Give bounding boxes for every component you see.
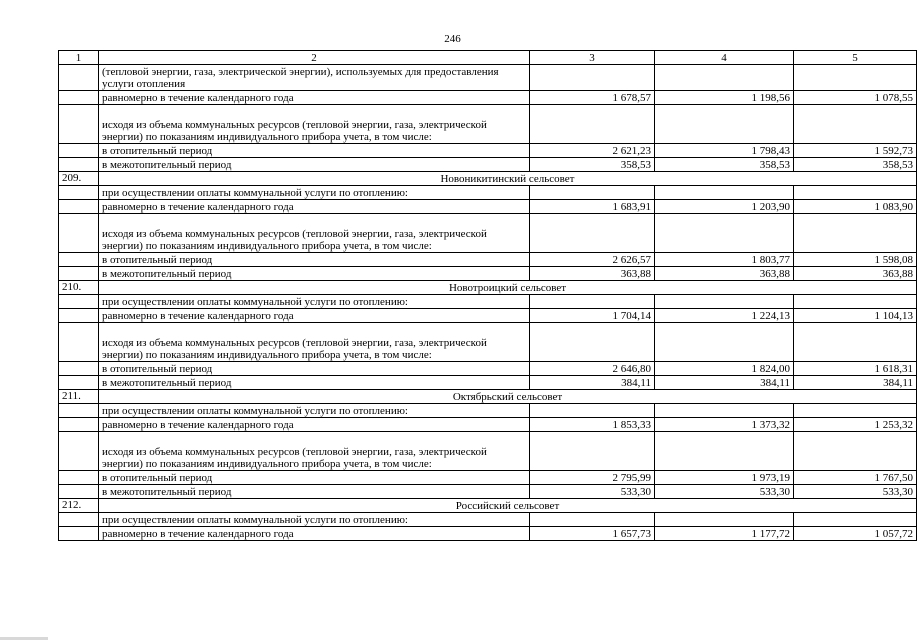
row-description: при осуществлении оплаты коммунальной услуги по отоплению: [99, 404, 530, 418]
value-col-5: 384,11 [794, 376, 917, 390]
table-row [59, 253, 917, 267]
value-col-3 [530, 323, 655, 362]
row-index-cell [59, 323, 99, 362]
value-col-3: 384,11 [530, 376, 655, 390]
row-index-cell [59, 158, 99, 172]
row-index-cell [59, 404, 99, 418]
value-col-5 [794, 513, 917, 527]
value-col-5: 1 598,08 [794, 253, 917, 267]
row-index-cell [59, 105, 99, 144]
value-col-3: 1 853,33 [530, 418, 655, 432]
row-description: исходя из объема коммунальных ресурсов (тепловой энергии, газа, электрической энергии) по показаниям индивидуального прибора учета, в том числе: [99, 323, 530, 362]
value-col-5: 1 083,90 [794, 200, 917, 214]
value-col-5: 1 057,72 [794, 527, 917, 541]
value-col-3: 2 626,57 [530, 253, 655, 267]
row-description: в отопительный период [99, 471, 530, 485]
value-col-3: 1 657,73 [530, 527, 655, 541]
value-col-3: 1 704,14 [530, 309, 655, 323]
row-description: в отопительный период [99, 144, 530, 158]
value-col-5 [794, 432, 917, 471]
table-row [59, 418, 917, 432]
value-col-4 [655, 323, 794, 362]
row-index-cell [59, 200, 99, 214]
row-description: в межотопительный период [99, 267, 530, 281]
row-index-cell [59, 309, 99, 323]
value-col-5 [794, 105, 917, 144]
value-col-3: 2 646,80 [530, 362, 655, 376]
value-col-5 [794, 404, 917, 418]
table-row [59, 527, 917, 541]
table-row [59, 105, 917, 144]
header-cell-4: 4 [655, 51, 794, 65]
value-col-3 [530, 186, 655, 200]
value-col-3 [530, 404, 655, 418]
table-row [59, 323, 917, 362]
row-description: исходя из объема коммунальных ресурсов (тепловой энергии, газа, электрической энергии) по показаниям индивидуального прибора учета, в том числе: [99, 432, 530, 471]
value-col-4: 1 203,90 [655, 200, 794, 214]
table-row [59, 214, 917, 253]
value-col-5 [794, 214, 917, 253]
section-title: Российский сельсовет [99, 499, 917, 513]
row-description: равномерно в течение календарного года [99, 527, 530, 541]
value-col-5: 363,88 [794, 267, 917, 281]
value-col-3 [530, 214, 655, 253]
value-col-4 [655, 404, 794, 418]
value-col-4: 384,11 [655, 376, 794, 390]
row-index-cell [59, 432, 99, 471]
value-col-5: 1 618,31 [794, 362, 917, 376]
header-cell-1: 1 [59, 51, 99, 65]
value-col-5: 533,30 [794, 485, 917, 499]
value-col-3 [530, 295, 655, 309]
row-index-cell [59, 527, 99, 541]
row-description: в межотопительный период [99, 158, 530, 172]
header-cell-5: 5 [794, 51, 917, 65]
table-row [59, 200, 917, 214]
row-index-cell [59, 362, 99, 376]
value-col-4: 1 198,56 [655, 91, 794, 105]
value-col-4 [655, 186, 794, 200]
value-col-3: 358,53 [530, 158, 655, 172]
value-col-4: 1 824,00 [655, 362, 794, 376]
row-index-cell [59, 144, 99, 158]
section-row [59, 281, 917, 295]
value-col-4 [655, 513, 794, 527]
row-index-cell [59, 267, 99, 281]
value-col-4 [655, 432, 794, 471]
value-col-5: 1 592,73 [794, 144, 917, 158]
row-description: в межотопительный период [99, 376, 530, 390]
value-col-3 [530, 432, 655, 471]
value-col-5: 1 253,32 [794, 418, 917, 432]
value-col-5: 1 767,50 [794, 471, 917, 485]
row-description: равномерно в течение календарного года [99, 309, 530, 323]
section-index: 212. [59, 499, 99, 513]
value-col-3: 363,88 [530, 267, 655, 281]
row-description: при осуществлении оплаты коммунальной услуги по отоплению: [99, 186, 530, 200]
row-index-cell [59, 186, 99, 200]
header-cell-3: 3 [530, 51, 655, 65]
section-row [59, 390, 917, 404]
value-col-3: 2 621,23 [530, 144, 655, 158]
row-index-cell [59, 65, 99, 91]
header-row [59, 51, 917, 65]
table-row [59, 186, 917, 200]
table-row [59, 471, 917, 485]
table-row [59, 362, 917, 376]
row-index-cell [59, 376, 99, 390]
value-col-4: 1 177,72 [655, 527, 794, 541]
page-number: 246 [444, 33, 461, 45]
value-col-4: 1 973,19 [655, 471, 794, 485]
value-col-5: 358,53 [794, 158, 917, 172]
row-description: в отопительный период [99, 253, 530, 267]
section-index: 209. [59, 172, 99, 186]
value-col-5 [794, 186, 917, 200]
table-row [59, 404, 917, 418]
row-index-cell [59, 295, 99, 309]
table-row [59, 65, 917, 91]
value-col-3: 1 678,57 [530, 91, 655, 105]
row-description: исходя из объема коммунальных ресурсов (тепловой энергии, газа, электрической энергии) по показаниям индивидуального прибора учета, в том числе: [99, 105, 530, 144]
row-description: исходя из объема коммунальных ресурсов (тепловой энергии, газа, электрической энергии) по показаниям индивидуального прибора учета, в том числе: [99, 214, 530, 253]
table-row [59, 513, 917, 527]
table-row [59, 144, 917, 158]
row-description: в межотопительный период [99, 485, 530, 499]
value-col-5 [794, 295, 917, 309]
table-row [59, 376, 917, 390]
value-col-3 [530, 65, 655, 91]
row-index-cell [59, 471, 99, 485]
row-index-cell [59, 91, 99, 105]
row-description: в отопительный период [99, 362, 530, 376]
row-index-cell [59, 418, 99, 432]
value-col-4: 1 803,77 [655, 253, 794, 267]
value-col-4 [655, 105, 794, 144]
value-col-5 [794, 65, 917, 91]
row-description: равномерно в течение календарного года [99, 418, 530, 432]
value-col-5 [794, 323, 917, 362]
value-col-3: 1 683,91 [530, 200, 655, 214]
value-col-3 [530, 513, 655, 527]
value-col-3 [530, 105, 655, 144]
table-row [59, 432, 917, 471]
value-col-3: 533,30 [530, 485, 655, 499]
tariff-table [58, 50, 917, 541]
table-row [59, 267, 917, 281]
table-row [59, 485, 917, 499]
value-col-4: 363,88 [655, 267, 794, 281]
row-description: равномерно в течение календарного года [99, 91, 530, 105]
row-index-cell [59, 485, 99, 499]
value-col-4 [655, 65, 794, 91]
table-row [59, 295, 917, 309]
value-col-4: 533,30 [655, 485, 794, 499]
table-row [59, 158, 917, 172]
section-title: Октябрьский сельсовет [99, 390, 917, 404]
value-col-4: 358,53 [655, 158, 794, 172]
value-col-4: 1 373,32 [655, 418, 794, 432]
value-col-4: 1 224,13 [655, 309, 794, 323]
row-description: (тепловой энергии, газа, электрической энергии), используемых для предоставления услуги отопления [99, 65, 530, 91]
section-index: 210. [59, 281, 99, 295]
value-col-5: 1 078,55 [794, 91, 917, 105]
table-row [59, 91, 917, 105]
section-index: 211. [59, 390, 99, 404]
value-col-4 [655, 214, 794, 253]
row-description: равномерно в течение календарного года [99, 200, 530, 214]
row-description: при осуществлении оплаты коммунальной услуги по отоплению: [99, 513, 530, 527]
value-col-5: 1 104,13 [794, 309, 917, 323]
section-title: Новотроицкий сельсовет [99, 281, 917, 295]
section-row [59, 499, 917, 513]
value-col-4: 1 798,43 [655, 144, 794, 158]
value-col-4 [655, 295, 794, 309]
header-cell-2: 2 [99, 51, 530, 65]
row-index-cell [59, 214, 99, 253]
section-title: Новоникитинский сельсовет [99, 172, 917, 186]
row-index-cell [59, 513, 99, 527]
table-row [59, 309, 917, 323]
value-col-3: 2 795,99 [530, 471, 655, 485]
row-index-cell [59, 253, 99, 267]
row-description: при осуществлении оплаты коммунальной услуги по отоплению: [99, 295, 530, 309]
section-row [59, 172, 917, 186]
